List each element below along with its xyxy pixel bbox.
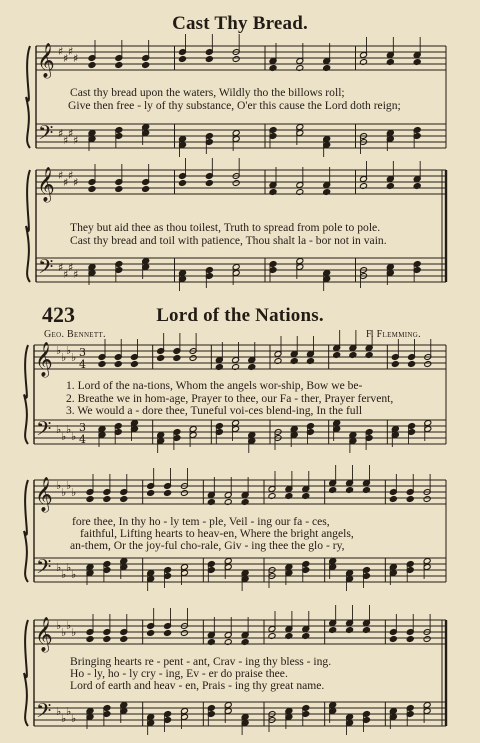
sharp-sign: ♯	[68, 169, 74, 182]
note	[147, 630, 155, 637]
flat-sign: ♭	[61, 430, 67, 443]
sharp-sign: ♯	[68, 127, 74, 140]
note	[205, 56, 213, 63]
note	[103, 496, 111, 503]
sharp-sign: ♯	[73, 268, 79, 281]
time-signature: 3	[79, 421, 86, 434]
note	[86, 496, 94, 503]
lyric-line: 3. We would a - dore thee, Tuneful voi-ces blend-ing, In the full	[66, 404, 363, 417]
flat-sign: ♭	[71, 430, 77, 443]
note	[391, 361, 399, 368]
note	[389, 636, 397, 643]
note	[181, 490, 189, 497]
lyric-line: Bringing hearts re - pent - ant, Crav - ing thy bless - ing.	[70, 655, 332, 668]
hymn-title-cast-thy-bread: Cast Thy Bread.	[172, 13, 308, 34]
note	[142, 62, 150, 69]
flat-sign: ♭	[61, 351, 67, 364]
flat-sign: ♭	[56, 344, 62, 357]
note	[98, 361, 106, 368]
flat-sign: ♭	[66, 561, 72, 574]
bass-clef: 𝄢	[38, 121, 54, 149]
sharp-sign: ♯	[63, 52, 69, 65]
note	[181, 630, 189, 637]
bass-clef: 𝄢	[36, 555, 52, 583]
composer-left: Geo. Bennett.	[44, 329, 106, 340]
lyric-line: an-them, Or the joy-ful cho-rale, Giv - ing thee the glo - ry,	[70, 539, 345, 552]
lyric-line: 1. Lord of the na-tions, Whom the angels wor-ship, Bow we be-	[66, 379, 363, 392]
lyric-line: Cast thy bread and toil with patience, Thou shalt la - bor not in vain.	[70, 234, 387, 247]
flat-sign: ♭	[66, 423, 72, 436]
brace	[24, 620, 28, 726]
sharp-sign: ♯	[58, 261, 64, 274]
sharp-sign: ♯	[63, 268, 69, 281]
note	[88, 62, 96, 69]
note	[423, 496, 431, 503]
sharp-sign: ♯	[68, 261, 74, 274]
brace	[26, 46, 30, 148]
note	[120, 496, 128, 503]
note	[406, 496, 414, 503]
sharp-sign: ♯	[58, 127, 64, 140]
treble-clef: 𝄞	[35, 617, 53, 652]
lyric-line: Lord of earth and heav - en, Prais - ing thy great name.	[70, 679, 325, 692]
note	[120, 636, 128, 643]
sharp-sign: ♯	[73, 52, 79, 65]
note	[189, 355, 197, 362]
flat-sign: ♭	[71, 626, 77, 639]
lyric-line: Cast thy bread upon the waters, Wildly tho the billows roll;	[70, 86, 345, 99]
note	[88, 186, 96, 193]
brace	[26, 170, 30, 282]
note	[389, 496, 397, 503]
flat-sign: ♭	[56, 479, 62, 492]
lyric-line: Give then free - ly of thy substance, O'er this cause the Lord doth reign;	[68, 99, 401, 112]
note	[147, 490, 155, 497]
flat-sign: ♭	[71, 568, 77, 581]
time-signature: 4	[79, 358, 86, 371]
bass-clef: 𝄢	[36, 417, 52, 445]
note	[423, 636, 431, 643]
note	[164, 490, 172, 497]
sharp-sign: ♯	[58, 169, 64, 182]
flat-sign: ♭	[66, 479, 72, 492]
note	[115, 186, 123, 193]
brace	[24, 480, 28, 582]
note	[179, 180, 187, 187]
note	[424, 361, 432, 368]
note	[114, 361, 122, 368]
sharp-sign: ♯	[58, 45, 64, 58]
flat-sign: ♭	[71, 712, 77, 725]
flat-sign: ♭	[61, 486, 67, 499]
note	[232, 180, 240, 187]
note	[205, 180, 213, 187]
sharp-sign: ♯	[73, 134, 79, 147]
sharp-sign: ♯	[63, 134, 69, 147]
lyric-line: They but aid thee as thou toilest, Truth to spread from pole to pole.	[70, 221, 381, 234]
note	[232, 56, 240, 63]
flat-sign: ♭	[71, 351, 77, 364]
time-signature: 4	[79, 433, 86, 446]
flat-sign: ♭	[56, 705, 62, 718]
note	[103, 636, 111, 643]
composer-right: F. Flemming.	[366, 329, 421, 340]
note	[142, 186, 150, 193]
flat-sign: ♭	[61, 626, 67, 639]
flat-sign: ♭	[61, 568, 67, 581]
flat-sign: ♭	[66, 619, 72, 632]
flat-sign: ♭	[71, 486, 77, 499]
flat-sign: ♭	[61, 712, 67, 725]
time-signature: 3	[79, 346, 86, 359]
note	[86, 636, 94, 643]
treble-clef: 𝄞	[37, 167, 55, 202]
note	[157, 355, 165, 362]
hymn-number: 423	[42, 302, 75, 327]
note	[131, 361, 139, 368]
hymn-title: Lord of the Nations.	[156, 305, 324, 326]
bass-clef: 𝄢	[36, 699, 52, 727]
treble-clef: 𝄞	[37, 43, 55, 78]
flat-sign: ♭	[56, 561, 62, 574]
treble-clef: 𝄞	[35, 342, 53, 377]
flat-sign: ♭	[56, 619, 62, 632]
bass-clef: 𝄢	[38, 255, 54, 283]
sharp-sign: ♯	[73, 176, 79, 189]
note	[406, 636, 414, 643]
sharp-sign: ♯	[68, 45, 74, 58]
sharp-sign: ♯	[63, 176, 69, 189]
note	[408, 361, 416, 368]
note	[115, 62, 123, 69]
note	[173, 355, 181, 362]
note	[179, 56, 187, 63]
flat-sign: ♭	[56, 423, 62, 436]
lyric-line: Ho - ly, ho - ly cry - ing, Ev - er do praise thee.	[70, 667, 288, 680]
brace	[24, 345, 28, 444]
treble-clef: 𝄞	[35, 477, 53, 512]
lyric-line: 2. Breathe we in hom-age, Prayer to thee, our Fa - ther, Prayer fervent,	[66, 392, 394, 405]
note	[164, 630, 172, 637]
lyric-line: faithful, Lifting hearts to heav-en, Where the bright angels,	[80, 527, 354, 540]
flat-sign: ♭	[66, 344, 72, 357]
flat-sign: ♭	[66, 705, 72, 718]
lyric-line: fore thee, In thy ho - ly tem - ple, Veil - ing our fa - ces,	[72, 515, 330, 528]
